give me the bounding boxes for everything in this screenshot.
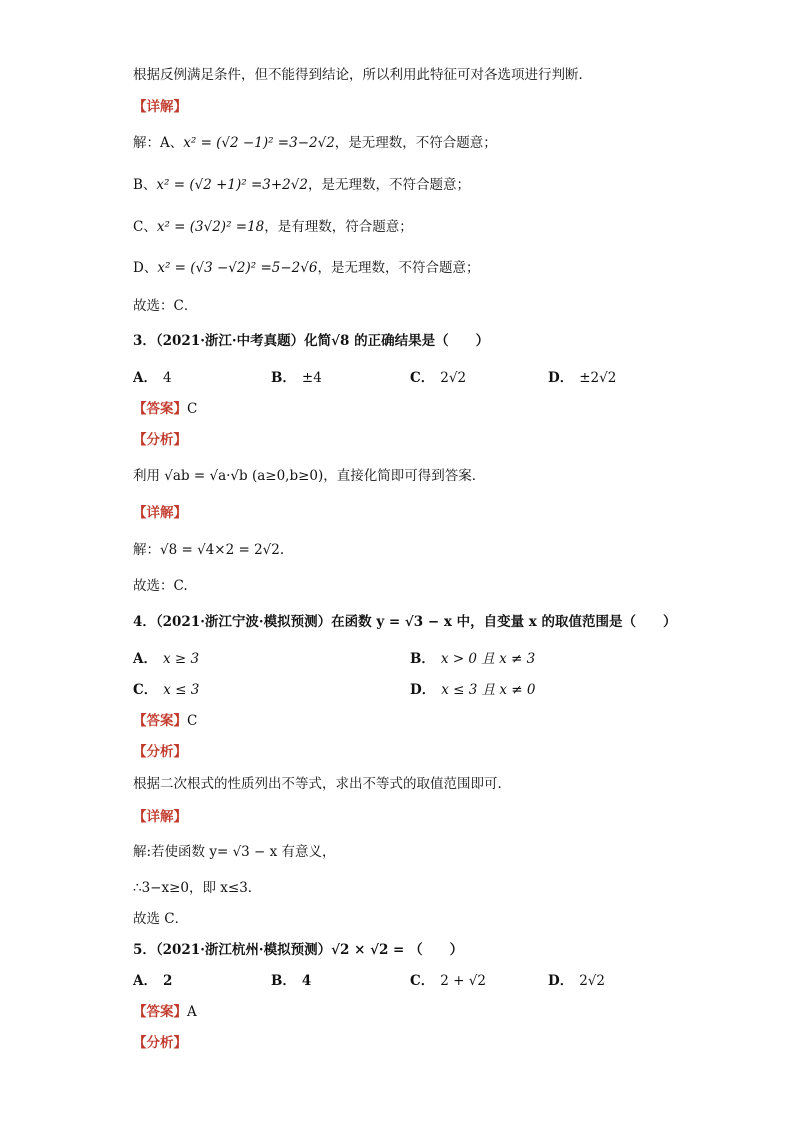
q2-line-d: D、x² = (√3 −√2)² =5−2√6，是无理数，不符合题意； <box>133 260 480 276</box>
q2-line-b: B、x² = (√2 +1)² =3+2√2，是无理数，不符合题意； <box>133 177 470 193</box>
intro-text: 根据反例满足条件，但不能得到结论，所以利用此特征可对各选项进行判断． <box>133 67 592 83</box>
q5-answer: 【答案】A <box>133 1004 197 1020</box>
q4-detail-1: 解:若使函数 y= √3 − x 有意义， <box>133 844 336 860</box>
q4-stem: 4．（2021·浙江宁波·模拟预测）在函数 y = √3 − x 中，自变量 x 的取值范围是（ ） <box>133 614 677 630</box>
q2-line-c: C、x² = (3√2)² =18，是有理数，符合题意； <box>133 219 413 235</box>
q4-analysis-label: 【分析】 <box>133 744 187 760</box>
q4-option-b: B． x > 0 且 x ≠ 3 <box>410 651 536 667</box>
q3-choice: 故选：C. <box>133 578 188 594</box>
q5-option-c: C． 2 + √2 <box>410 973 486 989</box>
q4-detail-2: ∴3−x≥0，即 x≤3． <box>133 880 262 896</box>
q5-option-a: A． 2 <box>133 973 173 989</box>
q3-detail: 解：√8 = √4×2 = 2√2. <box>133 542 285 558</box>
q3-analysis-label: 【分析】 <box>133 432 187 448</box>
q3-detail-label: 【详解】 <box>133 505 187 521</box>
q5-option-b: B． 4 <box>271 973 312 989</box>
q4-detail-label: 【详解】 <box>133 809 187 825</box>
q4-option-d: D． x ≤ 3 且 x ≠ 0 <box>410 682 536 698</box>
q4-option-a: A． x ≥ 3 <box>133 651 200 667</box>
q3-option-a: A． 4 <box>133 370 172 386</box>
q4-analysis: 根据二次根式的性质列出不等式，求出不等式的取值范围即可． <box>133 776 511 792</box>
q5-option-d: D． 2√2 <box>548 973 605 989</box>
q4-answer: 【答案】C <box>133 713 198 729</box>
q3-answer: 【答案】C <box>133 401 198 417</box>
q2-detail-label: 【详解】 <box>133 99 187 115</box>
q3-option-d: D． ±2√2 <box>548 370 617 386</box>
q2-choice: 故选：C． <box>133 298 198 314</box>
q3-stem: 3．（2021·浙江·中考真题）化简√8 的正确结果是（ ） <box>133 333 490 349</box>
q3-option-c: C． 2√2 <box>410 370 467 386</box>
q4-option-c: C． x ≤ 3 <box>133 682 200 698</box>
q3-option-b: B． ±4 <box>271 370 322 386</box>
q4-choice: 故选 C． <box>133 911 189 927</box>
q2-line-a: 解：A、x² = (√2 −1)² =3−2√2，是无理数，不符合题意； <box>133 135 497 151</box>
q3-analysis: 利用 √ab = √a·√b (a≥0,b≥0)，直接化简即可得到答案． <box>133 468 486 484</box>
q5-stem: 5．（2021·浙江杭州·模拟预测）√2 × √2 = （ ） <box>133 942 464 958</box>
q5-analysis-label: 【分析】 <box>133 1035 187 1051</box>
